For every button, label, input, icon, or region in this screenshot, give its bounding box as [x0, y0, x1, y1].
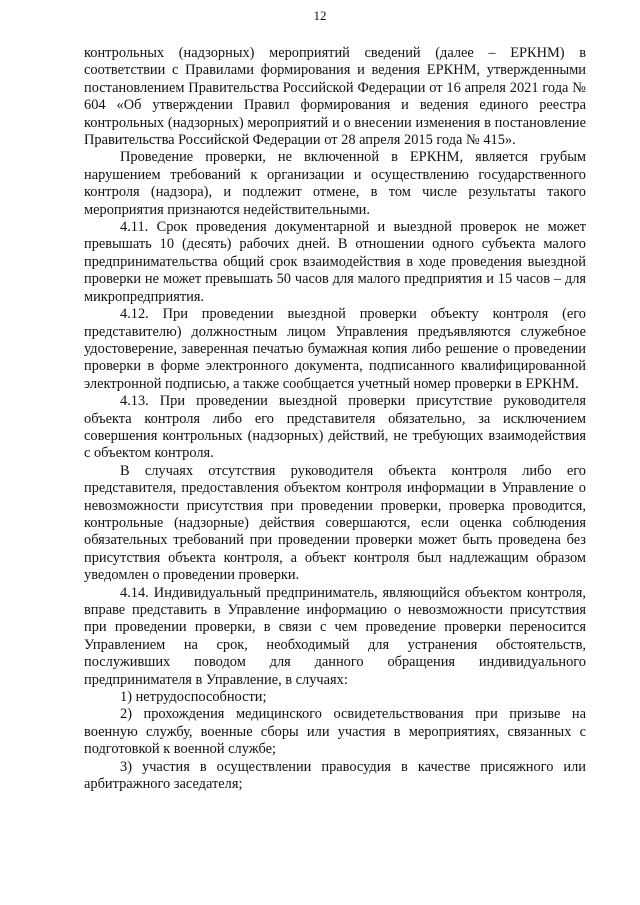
document-body	[84, 45, 586, 793]
list-item-3: 3) участия в осуществлении правосудия в качестве присяжного или арбитражного заседателя;	[84, 758, 586, 793]
paragraph-4-11: 4.11. Срок проведения документарной и выездной проверок не может превышать 10 (десять) рабочих дней. В отношении одного субъекта малого предпринимательства общий срок взаимодействия в ходе проведения выездной проверки не может превышать 50 часов для малого предприятия и 15 часов – для микропредприятия.	[84, 219, 586, 305]
paragraph-1: контрольных (надзорных) мероприятий сведений (далее – ЕРКНМ) в соответствии с Правилами формирования и ведения ЕРКНМ, утвержденными постановлением Правительства Российской Федерации от 16 апреля 2021 года № 604 «Об утверждении Правил формирования и ведения единого реестра контрольных (надзорных) мероприятий и о внесении изменения в постановление Правительства Российской Федерации от 28 апреля 2015 года № 415».	[84, 45, 586, 149]
list-item-2: 2) прохождения медицинского освидетельствования при призыве на военную службу, военные сборы или участия в мероприятиях, связанных с подготовкой к военной службе;	[84, 706, 586, 758]
list-item-1: 1) нетрудоспособности;	[120, 689, 267, 706]
paragraph-4-12: 4.12. При проведении выездной проверки объекту контроля (его представителю) должностным лицом Управления предъявляются служебное удостоверение, заверенная печатью бумажная копия либо решение о проведении проверки в форме электронного документа, подписанного квалифицированной электронной подписью, а также сообщается учетный номер проверки в ЕРКНМ.	[84, 306, 586, 392]
page-number: 12	[313, 8, 327, 23]
paragraph-2: Проведение проверки, не включенной в ЕРКНМ, является грубым нарушением требований к организации и осуществлению государственного контроля (надзора), и подлежит отмене, в том числе результаты такого мероприятия признаются недействительными.	[84, 149, 586, 218]
paragraph-4-14: 4.14. Индивидуальный предприниматель, являющийся объектом контроля, вправе представить в Управление информацию о невозможности присутствия при проведении проверки, в связи с чем проведение проверки переносится Управлением на срок, необходимый для устранения обстоятельств, послуживших поводом для данного обращения индивидуального предпринимателя в Управление, в случаях:	[84, 584, 586, 688]
paragraph-4-13: 4.13. При проведении выездной проверки присутствие руководителя объекта контроля либо его представителя обязательно, за исключением совершения контрольных (надзорных) действий, не требующих взаимодействия с объектом контроля.	[84, 393, 586, 462]
paragraph-absence: В случаях отсутствия руководителя объекта контроля либо его представителя, предоставления объектом контроля информации в Управление о невозможности присутствия при проведении проверки, проверка проводится, контрольные (надзорные) действия совершаются, если оценка соблюдения обязательных требований при проведении проверки может быть проведена без присутствия объекта контроля, а объект контроля был надлежащим образом уведомлен о проведении проверки.	[84, 462, 586, 584]
